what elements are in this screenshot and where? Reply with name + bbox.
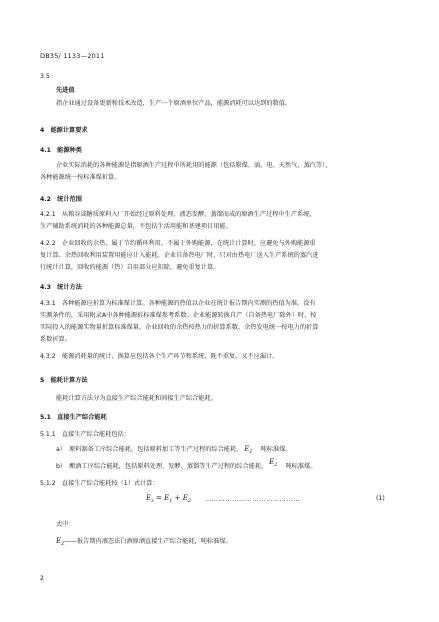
list-item-b-unit: 吨标准煤。	[285, 463, 317, 470]
formula-1: $E_z = E_1 + E_2$	[146, 494, 192, 504]
section-5-intro: 能耗计算方法分为直接生产综合能耗和间接生产综合能耗。	[56, 395, 217, 402]
definition-symbol: $E_Z$	[56, 537, 65, 547]
list-item-b	[56, 458, 317, 474]
section-4-3-2-text: 4.3.2 能源消耗量的统计、换算应包括各个生产环节和系统，既不重复，又不应漏计。	[40, 353, 279, 360]
section-4-2-1-line-2: 生产辅助系统消耗的各种能源总量，不包括生活用能和基建项目用能。	[40, 223, 232, 230]
section-4-3-1-line-2: 实测条件的，采用附录A中各种能源折标准煤参考系数。企业能源转换自产（自备热电厂除外）时，按	[40, 312, 317, 319]
section-4-2-2-line-3: 行统计计算，回收的能源（热）自用部分应扣除，避免重复计算。	[40, 264, 220, 271]
list-item-b-symbol: $E_2$	[269, 458, 278, 468]
definition-ez	[56, 537, 232, 549]
standard-number: DB35/ 1133—2011	[40, 52, 105, 60]
where-label: 式中：	[56, 521, 75, 528]
list-item-a-symbol: $E_1$	[244, 445, 253, 455]
section-4-3-1-line-1: 4.3.1 各种能源应折算为标准煤计算。各种能源的热值以企业在统计报告期内实测的热值为准。没有	[40, 300, 316, 307]
list-item-a	[56, 445, 292, 457]
section-4-2-1-line-1: 4.2.1 从粮谷或糖质原料入厂开始经过原料处理、液态发酵、蒸馏而成的原酒生产过程中生产系统、	[40, 211, 316, 218]
definition-text: ——报告期内液态法白酒原酒直接生产综合能耗，吨标准煤。	[64, 538, 232, 545]
formula-leader-dots: ……………………………………	[205, 496, 301, 503]
section-5-1-title: 5.1 直接生产综合能耗	[40, 414, 107, 421]
section-4-2-2-line-1: 4.2.2 企业回收的余热，属于节约循环利用，不属于外购能源，在统计计算时，应避免与外购能源重	[40, 240, 316, 247]
section-3-5-title: 先进值	[56, 87, 75, 94]
page-number: 2	[40, 575, 44, 582]
section-5-title: 5 能耗计算方法	[40, 377, 88, 384]
section-4-1-title: 4.1 能源种类	[40, 147, 82, 154]
list-item-a-unit: 吨标准煤。	[260, 446, 292, 453]
section-4-3-1-line-4: 系数折算。	[40, 336, 71, 343]
section-4-3-title: 4.3 统计方法	[40, 284, 82, 291]
section-4-2-2-line-2: 复计算。余热回收利用装置用能应计入能耗。企业自备热电厂时，只对由热电厂送入生产系统的蒸汽进	[40, 252, 319, 259]
section-4-title: 4 能源计算要求	[40, 127, 88, 134]
section-3-5-number: 3.5	[40, 73, 50, 80]
list-item-a-text: a） 原料制备工序综合能耗，包括原料加工等生产过程的综合能耗，	[56, 446, 243, 453]
formula-number: (1)	[376, 495, 385, 502]
section-4-3-1-line-3: 实际投入的能源实物量折算标准煤量。企业回收的余热按热力的折算系数，余热发电统一按电力的折算	[40, 324, 319, 331]
section-5-1-2-title: 5.1.2 直接生产综合能耗按（1）式计算：	[40, 480, 159, 487]
section-4-1-line-1: 企业实际消耗的各种能源是指原酒生产过程中所耗用的能源（包括原煤、油、电、天然气、蒸汽等），	[56, 162, 332, 169]
section-3-5-text: 指企业通过设备更新和技术改造，生产一个原酒单位产品，能源消耗可以达到的数值。	[56, 100, 292, 107]
section-4-1-line-2: 各种能源统一按标准煤折算。	[40, 174, 121, 181]
list-item-b-text: b） 酿酒工序综合能耗，包括原料处理、发酵、蒸馏等生产过程的综合能耗，	[56, 463, 268, 470]
section-5-1-1-title: 5.1.1 直接生产综合能耗包括：	[40, 431, 130, 438]
section-4-2-title: 4.2 统计范围	[40, 196, 82, 203]
